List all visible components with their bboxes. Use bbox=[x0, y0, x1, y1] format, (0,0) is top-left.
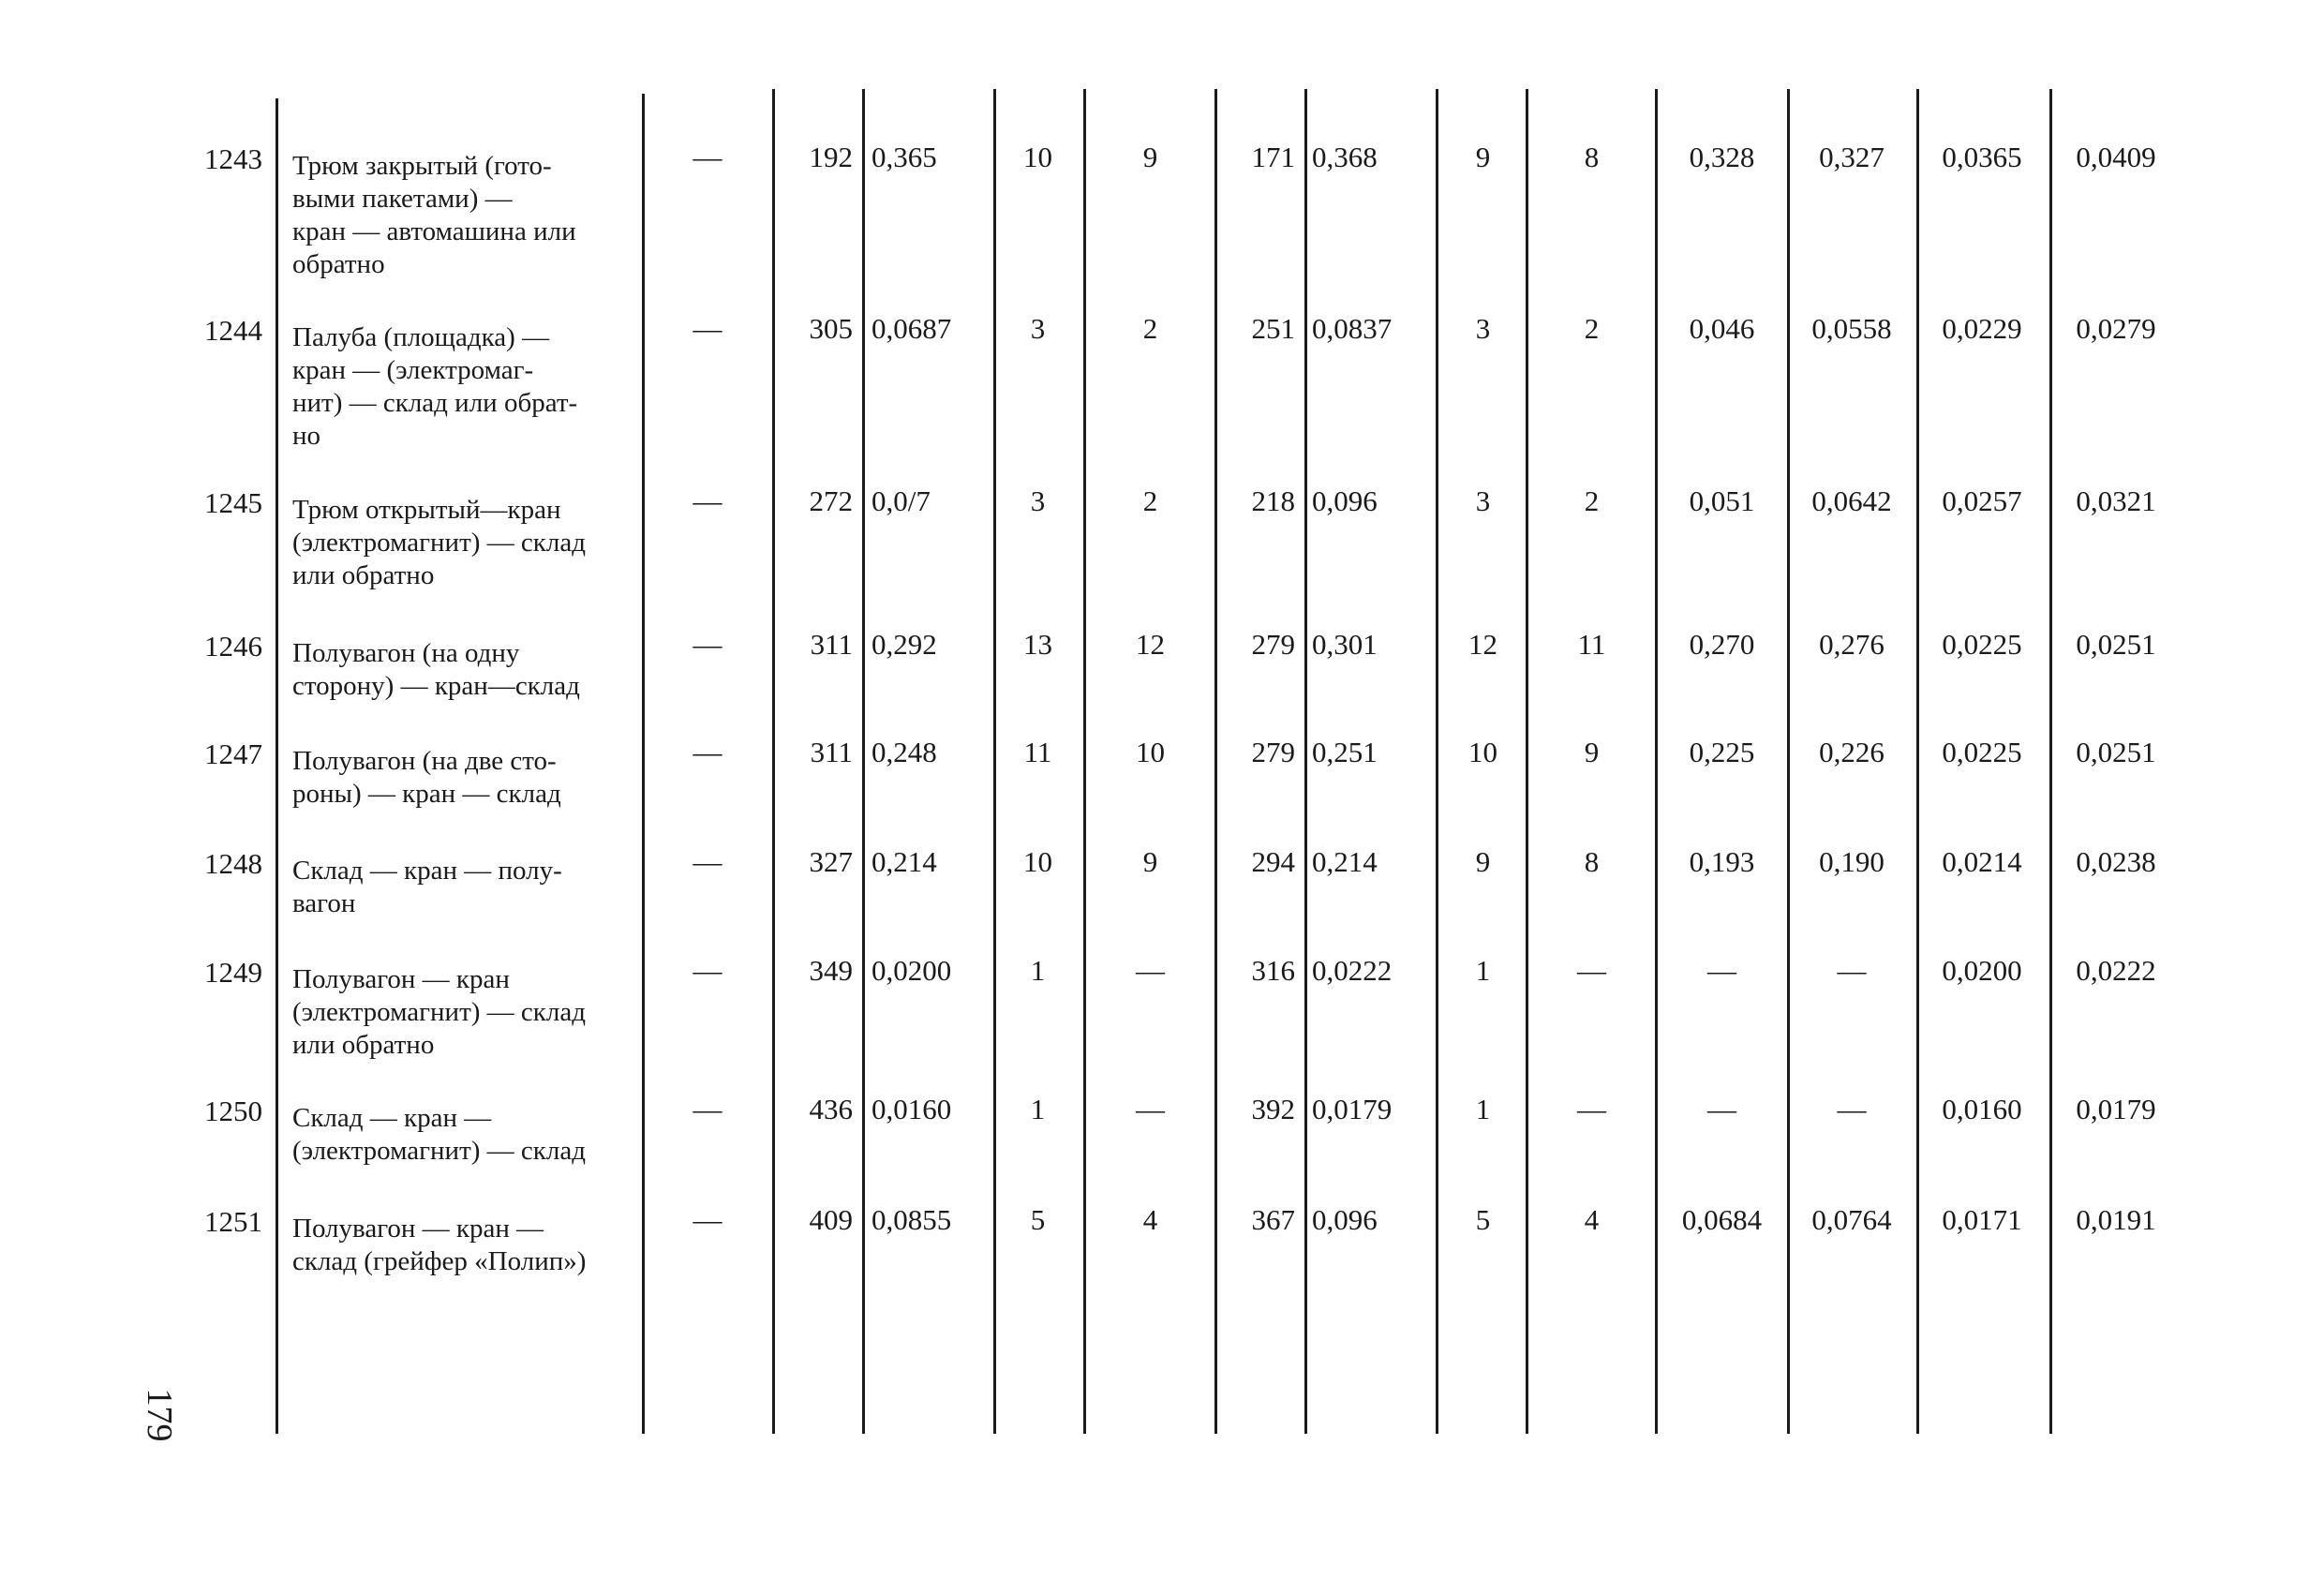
dash-cell: — bbox=[693, 1203, 723, 1236]
operation-description: Полувагон (на одну сторону) — кран—склад bbox=[292, 638, 580, 701]
workers-2-cell: 3 bbox=[1475, 484, 1491, 517]
value-6-cell: 0,0321 bbox=[2076, 484, 2156, 517]
operation-description: Склад — кран — (электромагнит) — склад bbox=[292, 1103, 586, 1166]
workers-1-cell: 3 bbox=[1030, 312, 1046, 345]
column-rule bbox=[2049, 89, 2052, 1434]
workers-1-cell: 10 bbox=[1023, 141, 1052, 173]
dash-cell: — bbox=[693, 845, 723, 878]
value-6-cell: 0,0222 bbox=[2076, 954, 2156, 987]
value-6-cell: 0,0409 bbox=[2076, 141, 2156, 173]
column-rule bbox=[1436, 89, 1438, 1434]
workers-1b-cell: 9 bbox=[1142, 845, 1158, 878]
workers-2b-cell: — bbox=[1577, 1093, 1606, 1125]
workers-1-cell: 13 bbox=[1023, 628, 1052, 661]
value-4-cell: 0,190 bbox=[1819, 845, 1885, 878]
operation-description: Трюм закрытый (гото- выми пакетами) — кран — автомашина или обратно bbox=[292, 151, 576, 279]
value-3-cell: 0,193 bbox=[1689, 845, 1755, 878]
operation-description: Палуба (площадка) — кран — (электромаг- нит) — склад или обрат- но bbox=[292, 322, 578, 451]
column-rule bbox=[276, 98, 278, 1434]
row-number: 1245 bbox=[204, 486, 262, 519]
value-4-cell: 0,0642 bbox=[1811, 484, 1892, 517]
value-2-cell: 0,0837 bbox=[1312, 312, 1393, 345]
count-1-cell: 436 bbox=[809, 1093, 853, 1125]
workers-2b-cell: 2 bbox=[1584, 312, 1600, 345]
value-6-cell: 0,0279 bbox=[2076, 312, 2156, 345]
workers-2-cell: 1 bbox=[1475, 954, 1491, 987]
workers-1b-cell: 12 bbox=[1136, 628, 1165, 661]
value-1-cell: 0,0855 bbox=[872, 1203, 952, 1236]
value-2-cell: 0,251 bbox=[1312, 736, 1378, 768]
value-1-cell: 0,292 bbox=[872, 628, 937, 661]
value-1-cell: 0,365 bbox=[872, 141, 937, 173]
workers-2b-cell: 9 bbox=[1584, 736, 1600, 768]
value-5-cell: 0,0171 bbox=[1942, 1203, 2022, 1236]
count-1-cell: 409 bbox=[809, 1203, 853, 1236]
workers-1-cell: 5 bbox=[1030, 1203, 1046, 1236]
value-5-cell: 0,0229 bbox=[1942, 312, 2022, 345]
row-number: 1248 bbox=[204, 847, 262, 880]
page-number: 179 bbox=[140, 1388, 179, 1442]
row-number: 1243 bbox=[204, 142, 262, 175]
workers-2-cell: 9 bbox=[1475, 141, 1491, 173]
value-4-cell: 0,0558 bbox=[1811, 312, 1892, 345]
workers-1b-cell: — bbox=[1136, 1093, 1165, 1125]
count-2-cell: 279 bbox=[1251, 736, 1295, 768]
value-2-cell: 0,096 bbox=[1312, 1203, 1378, 1236]
value-5-cell: 0,0214 bbox=[1942, 845, 2022, 878]
operation-description: Полувагон — кран (электромагнит) — склад или обратно bbox=[292, 964, 586, 1060]
workers-1b-cell: 9 bbox=[1142, 141, 1158, 173]
workers-2-cell: 5 bbox=[1475, 1203, 1491, 1236]
dash-cell: — bbox=[693, 954, 723, 987]
value-5-cell: 0,0200 bbox=[1942, 954, 2022, 987]
value-1-cell: 0,0160 bbox=[872, 1093, 952, 1125]
value-1-cell: 0,248 bbox=[872, 736, 937, 768]
operation-description: Трюм открытый—кран (электромагнит) — склад или обратно bbox=[292, 495, 586, 590]
workers-2-cell: 9 bbox=[1475, 845, 1491, 878]
column-rule bbox=[642, 94, 645, 1434]
count-2-cell: 367 bbox=[1251, 1203, 1295, 1236]
workers-2b-cell: 8 bbox=[1584, 845, 1600, 878]
row-number: 1244 bbox=[204, 314, 262, 347]
value-3-cell: 0,046 bbox=[1689, 312, 1755, 345]
value-3-cell: 0,328 bbox=[1689, 141, 1755, 173]
workers-1b-cell: 4 bbox=[1142, 1203, 1158, 1236]
row-number: 1251 bbox=[204, 1205, 262, 1238]
count-2-cell: 392 bbox=[1251, 1093, 1295, 1125]
value-6-cell: 0,0251 bbox=[2076, 736, 2156, 768]
dash-cell: — bbox=[693, 1093, 723, 1125]
dash-cell: — bbox=[693, 628, 723, 661]
column-rule bbox=[993, 89, 996, 1434]
value-3-cell: 0,225 bbox=[1689, 736, 1755, 768]
value-6-cell: 0,0179 bbox=[2076, 1093, 2156, 1125]
value-6-cell: 0,0251 bbox=[2076, 628, 2156, 661]
count-1-cell: 305 bbox=[809, 312, 853, 345]
value-1-cell: 0,214 bbox=[872, 845, 937, 878]
count-2-cell: 171 bbox=[1251, 141, 1295, 173]
row-number: 1250 bbox=[204, 1095, 262, 1127]
column-rule bbox=[1526, 89, 1528, 1434]
dash-cell: — bbox=[693, 484, 723, 517]
operation-description: Склад — кран — полу- вагон bbox=[292, 856, 562, 918]
count-1-cell: 311 bbox=[810, 736, 853, 768]
workers-1-cell: 1 bbox=[1030, 954, 1046, 987]
dash-cell: — bbox=[693, 736, 723, 768]
count-2-cell: 294 bbox=[1251, 845, 1295, 878]
value-6-cell: 0,0238 bbox=[2076, 845, 2156, 878]
row-number: 1246 bbox=[204, 630, 262, 663]
count-1-cell: 349 bbox=[809, 954, 853, 987]
value-6-cell: 0,0191 bbox=[2076, 1203, 2156, 1236]
column-rule bbox=[1655, 89, 1658, 1434]
workers-1b-cell: 2 bbox=[1142, 484, 1158, 517]
value-1-cell: 0,0/7 bbox=[872, 484, 931, 517]
value-5-cell: 0,0225 bbox=[1942, 628, 2022, 661]
column-rule bbox=[1214, 89, 1217, 1434]
column-rule bbox=[1083, 89, 1086, 1434]
value-2-cell: 0,301 bbox=[1312, 628, 1378, 661]
count-2-cell: 251 bbox=[1251, 312, 1295, 345]
workers-2-cell: 10 bbox=[1468, 736, 1497, 768]
count-2-cell: 316 bbox=[1251, 954, 1295, 987]
workers-2-cell: 12 bbox=[1468, 628, 1497, 661]
value-3-cell: — bbox=[1707, 954, 1736, 987]
workers-1-cell: 10 bbox=[1023, 845, 1052, 878]
value-4-cell: — bbox=[1837, 1093, 1867, 1125]
workers-2b-cell: — bbox=[1577, 954, 1606, 987]
workers-2b-cell: 8 bbox=[1584, 141, 1600, 173]
workers-1b-cell: 2 bbox=[1142, 312, 1158, 345]
value-3-cell: 0,0684 bbox=[1681, 1203, 1763, 1236]
value-3-cell: — bbox=[1707, 1093, 1736, 1125]
workers-2b-cell: 2 bbox=[1584, 484, 1600, 517]
dash-cell: — bbox=[693, 141, 723, 173]
value-2-cell: 0,368 bbox=[1312, 141, 1378, 173]
column-rule bbox=[862, 89, 865, 1434]
count-2-cell: 279 bbox=[1251, 628, 1295, 661]
column-rule bbox=[1304, 89, 1307, 1434]
value-2-cell: 0,0222 bbox=[1312, 954, 1393, 987]
workers-1-cell: 1 bbox=[1030, 1093, 1046, 1125]
value-4-cell: 0,226 bbox=[1819, 736, 1885, 768]
dash-cell: — bbox=[693, 312, 723, 345]
value-4-cell: 0,0764 bbox=[1811, 1203, 1892, 1236]
value-4-cell: 0,327 bbox=[1819, 141, 1885, 173]
value-4-cell: 0,276 bbox=[1819, 628, 1885, 661]
value-2-cell: 0,096 bbox=[1312, 484, 1378, 517]
workers-1-cell: 3 bbox=[1030, 484, 1046, 517]
column-rule bbox=[1916, 89, 1919, 1434]
row-number: 1247 bbox=[204, 737, 262, 770]
count-1-cell: 272 bbox=[809, 484, 853, 517]
count-2-cell: 218 bbox=[1251, 484, 1295, 517]
operation-description: Полувагон (на две сто- роны) — кран — склад bbox=[292, 746, 561, 809]
count-1-cell: 311 bbox=[810, 628, 853, 661]
workers-2-cell: 1 bbox=[1475, 1093, 1491, 1125]
workers-2b-cell: 4 bbox=[1584, 1203, 1600, 1236]
value-1-cell: 0,0200 bbox=[872, 954, 952, 987]
value-3-cell: 0,051 bbox=[1689, 484, 1755, 517]
value-5-cell: 0,0225 bbox=[1942, 736, 2022, 768]
column-rule bbox=[772, 89, 775, 1434]
workers-1b-cell: 10 bbox=[1136, 736, 1165, 768]
workers-2b-cell: 11 bbox=[1577, 628, 1606, 661]
workers-1b-cell: — bbox=[1136, 954, 1165, 987]
value-4-cell: — bbox=[1837, 954, 1867, 987]
value-2-cell: 0,214 bbox=[1312, 845, 1378, 878]
workers-2-cell: 3 bbox=[1475, 312, 1491, 345]
row-number: 1249 bbox=[204, 956, 262, 989]
value-5-cell: 0,0365 bbox=[1942, 141, 2022, 173]
value-1-cell: 0,0687 bbox=[872, 312, 952, 345]
operation-description: Полувагон — кран — склад (грейфер «Полип») bbox=[292, 1214, 587, 1276]
value-3-cell: 0,270 bbox=[1689, 628, 1755, 661]
value-5-cell: 0,0257 bbox=[1942, 484, 2022, 517]
workers-1-cell: 11 bbox=[1023, 736, 1052, 768]
count-1-cell: 327 bbox=[809, 845, 853, 878]
value-2-cell: 0,0179 bbox=[1312, 1093, 1393, 1125]
value-5-cell: 0,0160 bbox=[1942, 1093, 2022, 1125]
column-rule bbox=[1787, 89, 1790, 1434]
count-1-cell: 192 bbox=[809, 141, 853, 173]
